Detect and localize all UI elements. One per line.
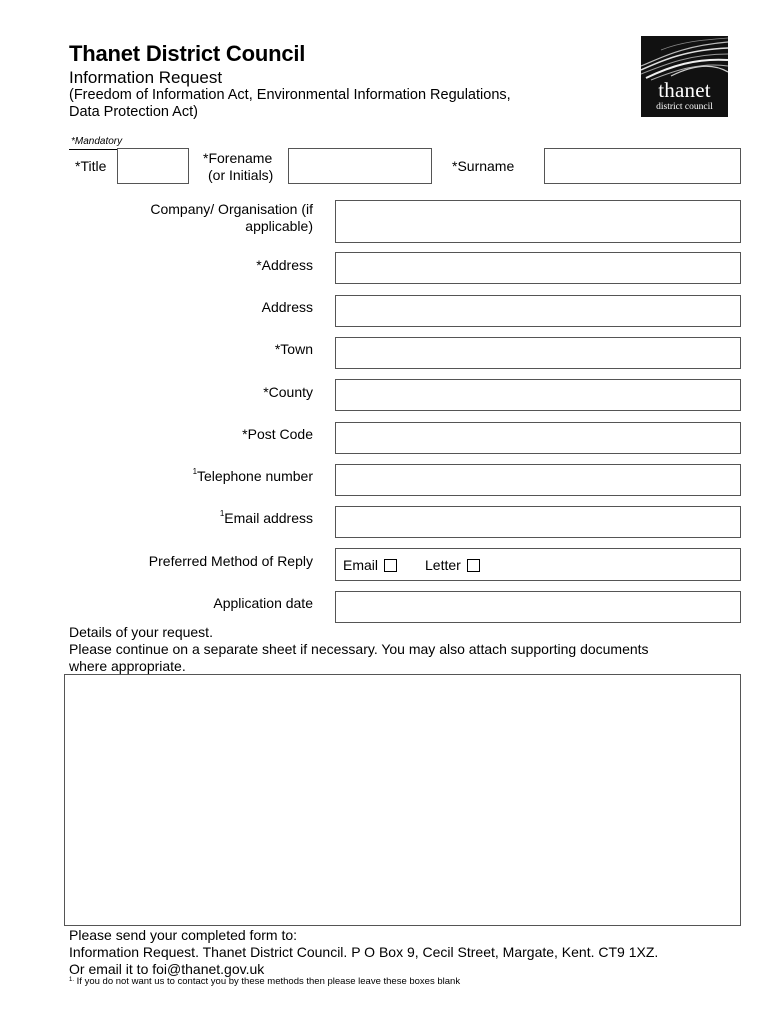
reply-method-box: [335, 548, 741, 581]
logo-wordmark: thanet: [658, 78, 711, 102]
county-field[interactable]: [335, 379, 741, 411]
reply-option-email-label: Email: [343, 557, 379, 573]
address-2-label: Address: [261, 299, 313, 315]
request-details-textarea[interactable]: [64, 674, 741, 926]
thanet-logo: [641, 36, 728, 117]
footnote: [69, 976, 460, 987]
email-footnote-marker: 1: [219, 509, 225, 518]
send-line-2: Information Request. Thanet District Council. P O Box 9, Cecil Street, Margate, Kent. CT9 1XZ.: [69, 944, 659, 960]
address-line-2-field[interactable]: [335, 295, 741, 327]
email-field[interactable]: [335, 506, 741, 538]
company-label-line-2: applicable): [245, 218, 313, 234]
legislation-line-2: Data Protection Act): [69, 104, 198, 120]
reply-method-label: Preferred Method of Reply: [148, 553, 313, 569]
surname-label: *Surname: [452, 158, 515, 174]
company-field[interactable]: [335, 200, 741, 243]
address-line-1-field[interactable]: [335, 252, 741, 284]
forename-label-line-1: *Forename: [203, 150, 273, 166]
reply-option-email: [343, 557, 397, 573]
title-field[interactable]: [117, 148, 189, 184]
forename-label-line-2: (or Initials): [208, 167, 274, 183]
details-line-3: where appropriate.: [69, 658, 186, 674]
reply-option-letter-label: Letter: [425, 557, 461, 573]
town-label: *Town: [274, 341, 313, 357]
telephone-footnote-marker: 1: [192, 467, 198, 476]
reply-option-letter: [425, 557, 480, 573]
logo-subtext: district council: [656, 102, 713, 112]
surname-field[interactable]: [544, 148, 741, 184]
details-line-2: Please continue on a separate sheet if necessary. You may also attach supporting documents: [69, 641, 649, 657]
company-label-line-1: Company/ Organisation (if: [150, 201, 313, 217]
letter-checkbox[interactable]: [467, 559, 480, 572]
send-line-3: Or email it to foi@thanet.gov.uk: [69, 961, 265, 977]
details-instructions: [69, 624, 749, 675]
telephone-label-text: Telephone number: [197, 468, 313, 484]
details-line-1: Details of your request.: [69, 624, 213, 640]
footnote-text: If you do not want us to contact you by these methods then please leave these boxes blank: [74, 976, 461, 987]
county-label: *County: [263, 384, 313, 400]
legislation-line-1: (Freedom of Information Act, Environmental Information Regulations,: [69, 87, 511, 103]
send-line-1: Please send your completed form to:: [69, 927, 298, 943]
telephone-field[interactable]: [335, 464, 741, 496]
company-label: [53, 201, 313, 235]
title-label: *Title: [75, 158, 107, 174]
postcode-field[interactable]: [335, 422, 741, 454]
email-checkbox[interactable]: [384, 559, 397, 572]
footnote-marker: 1.: [69, 977, 75, 983]
form-subtitle: Information Request: [69, 68, 223, 87]
postcode-label: *Post Code: [242, 426, 313, 442]
legislation-note: [69, 87, 589, 121]
mandatory-underline: [69, 149, 124, 150]
email-label-text: Email address: [224, 510, 313, 526]
telephone-label: [53, 468, 313, 485]
email-label: [53, 510, 313, 527]
send-instructions: [69, 927, 749, 978]
forename-label: [203, 150, 273, 184]
address-label: *Address: [256, 257, 313, 273]
application-date-label: Application date: [213, 595, 313, 611]
town-field[interactable]: [335, 337, 741, 369]
forename-field[interactable]: [288, 148, 432, 184]
mandatory-note: *Mandatory: [71, 136, 123, 147]
application-date-field[interactable]: [335, 591, 741, 623]
page-title: Thanet District Council: [69, 41, 306, 66]
